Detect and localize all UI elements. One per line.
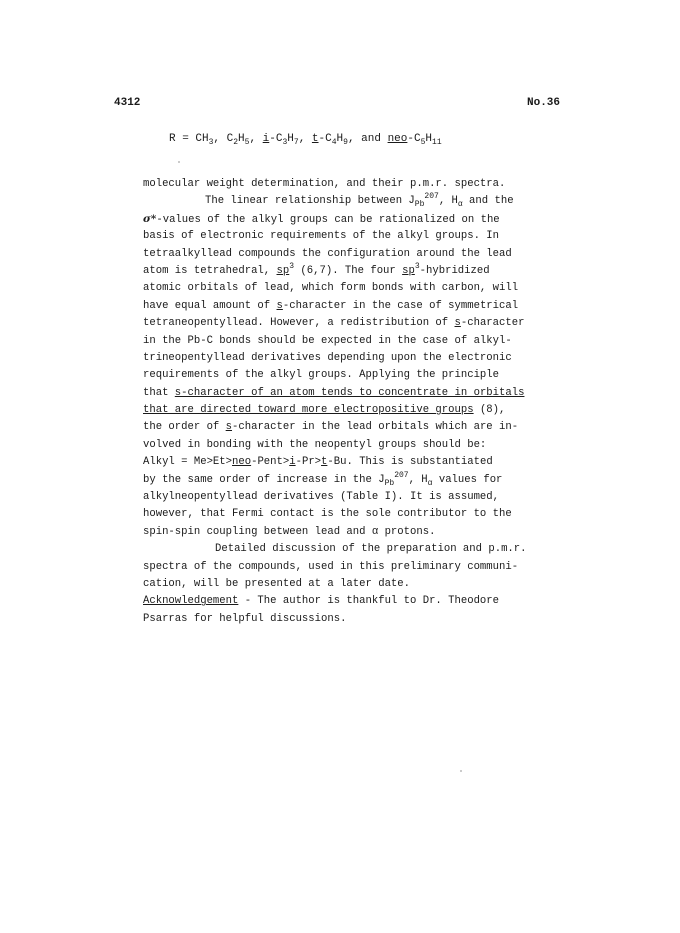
text-span: -hybridized (419, 264, 490, 277)
underlined-text: t (321, 456, 328, 469)
text-line: cation, will be presented at a later date. (143, 577, 411, 590)
formula-subscript: 9 (343, 138, 348, 147)
formula-text: -C (407, 133, 421, 145)
superscript: 3 (289, 261, 295, 271)
text-span: have equal amount of (143, 299, 277, 312)
text-line (143, 193, 543, 210)
text-line (143, 472, 543, 489)
page-number: 4312 (114, 97, 141, 109)
journal-issue: No.36 (527, 97, 561, 109)
text-line: tetraalkyllead compounds the configuration around the lead (143, 247, 512, 260)
formula-text: H (287, 133, 294, 145)
text-span: by the same order of increase in the J (143, 473, 385, 486)
formula-text: -C (318, 133, 332, 145)
formula-text: -C (269, 133, 283, 145)
formula-subscript: 5 (420, 138, 426, 147)
text-line (143, 315, 543, 332)
underlined-text: neo (232, 456, 252, 469)
text-span: the order of (143, 421, 226, 434)
text-line (143, 454, 543, 471)
formula-italic-prefix: neo (387, 133, 408, 145)
formula-subscript: 7 (293, 138, 299, 147)
body-text (143, 176, 543, 628)
text-line: however, that Fermi contact is the sole contributor to the (143, 508, 512, 521)
text-span: tetraneopentyllead. However, a redistribution of (143, 317, 455, 330)
text-span: -Pent> (251, 456, 290, 469)
text-span: Alkyl = Me>Et> (143, 456, 233, 469)
text-span: , H (408, 473, 428, 486)
text-line: spectra of the compounds, used in this preliminary communi- (143, 560, 519, 573)
text-line: trineopentyllead derivatives depending upon the electronic (143, 351, 512, 364)
alpha-subscript: α (427, 478, 433, 488)
text-line: basis of electronic requirements of the alkyl groups. In (143, 230, 500, 243)
text-line (143, 211, 543, 228)
text-span: (6,7). The four (294, 264, 403, 277)
text-span: The linear relationship between J (205, 195, 415, 208)
underlined-text: s-character of an atom tends to concentrate in orbitals (174, 386, 525, 399)
text-span: and the (462, 195, 514, 208)
underlined-text: sp (402, 264, 415, 277)
subscript: Pb (384, 478, 395, 488)
formula-subscript: 11 (432, 138, 442, 147)
text-span: -character in the case of symmetrical (282, 299, 519, 312)
sigma-symbol: σ* (143, 212, 157, 225)
formula-subscript: 3 (282, 138, 288, 147)
alpha-subscript: α (457, 200, 463, 210)
formula-text: , (298, 133, 312, 145)
subscript: Pb (414, 200, 425, 210)
formula-subscript: 3 (208, 138, 214, 147)
text-span: -character in the lead orbitals which are in- (232, 421, 519, 434)
text-line: molecular weight determination, and their p.m.r. spectra. (143, 178, 506, 190)
formula-text: , and (347, 133, 388, 145)
formula-italic-prefix: t (311, 133, 319, 145)
superscript: 3 (414, 261, 420, 271)
text-span: -values of the alkyl groups can be rationalized on the (156, 213, 500, 226)
formula-subscript: 4 (331, 138, 337, 147)
formula-subscript: 5 (244, 138, 250, 147)
text-span: atom is tetrahedral, (143, 264, 277, 277)
formula-subscript: 2 (233, 138, 239, 147)
text-line: requirements of the alkyl groups. Applying the principle (143, 369, 500, 382)
text-span: , H (438, 195, 458, 208)
text-span: that (143, 386, 175, 399)
text-line: atomic orbitals of lead, which form bonds with carbon, will (143, 282, 519, 295)
scan-speck (178, 161, 180, 163)
text-line (143, 298, 543, 315)
acknowledgement-heading: Acknowledgement (143, 595, 239, 608)
alkyl-formula (169, 133, 442, 145)
underlined-text: s (276, 299, 283, 312)
formula-text: , (249, 133, 263, 145)
formula-text: H (425, 133, 433, 145)
text-line (143, 593, 543, 610)
text-span: -Bu. This is substantiated (327, 456, 493, 469)
underlined-text: that are directed toward more electropositive groups (143, 404, 474, 417)
formula-text: H (336, 133, 344, 145)
text-span: -Pr> (295, 456, 322, 469)
text-line: spin-spin coupling between lead and α protons. (143, 525, 436, 538)
underlined-text: i (289, 456, 296, 469)
underlined-text: s (225, 421, 233, 434)
superscript: 207 (394, 470, 409, 480)
text-line (143, 402, 543, 419)
text-span: - The author is thankful to Dr. Theodore (238, 595, 500, 608)
text-line: Detailed discussion of the preparation and p.m.r. (215, 543, 527, 556)
text-line: alkylneopentyllead derivatives (Table I). It is assumed, (143, 491, 500, 504)
formula-text: H (238, 133, 245, 145)
formula-text: , C (213, 133, 234, 145)
text-line (143, 263, 543, 280)
text-line: Psarras for helpful discussions. (143, 612, 347, 625)
formula-italic-prefix: i (262, 133, 270, 145)
text-span: values for (432, 473, 503, 486)
superscript: 207 (424, 192, 439, 202)
text-line (143, 385, 543, 402)
text-line: in the Pb-C bonds should be expected in the case of alkyl- (143, 334, 512, 347)
text-line: volved in bonding with the neopentyl groups should be: (143, 438, 487, 451)
text-line (143, 419, 543, 436)
scan-speck (460, 770, 462, 772)
underlined-text: sp (276, 264, 290, 277)
formula-text: R = CH (169, 133, 209, 145)
text-span: (8), (473, 404, 506, 417)
underlined-text: s (454, 317, 461, 330)
text-span: -character (460, 317, 525, 330)
